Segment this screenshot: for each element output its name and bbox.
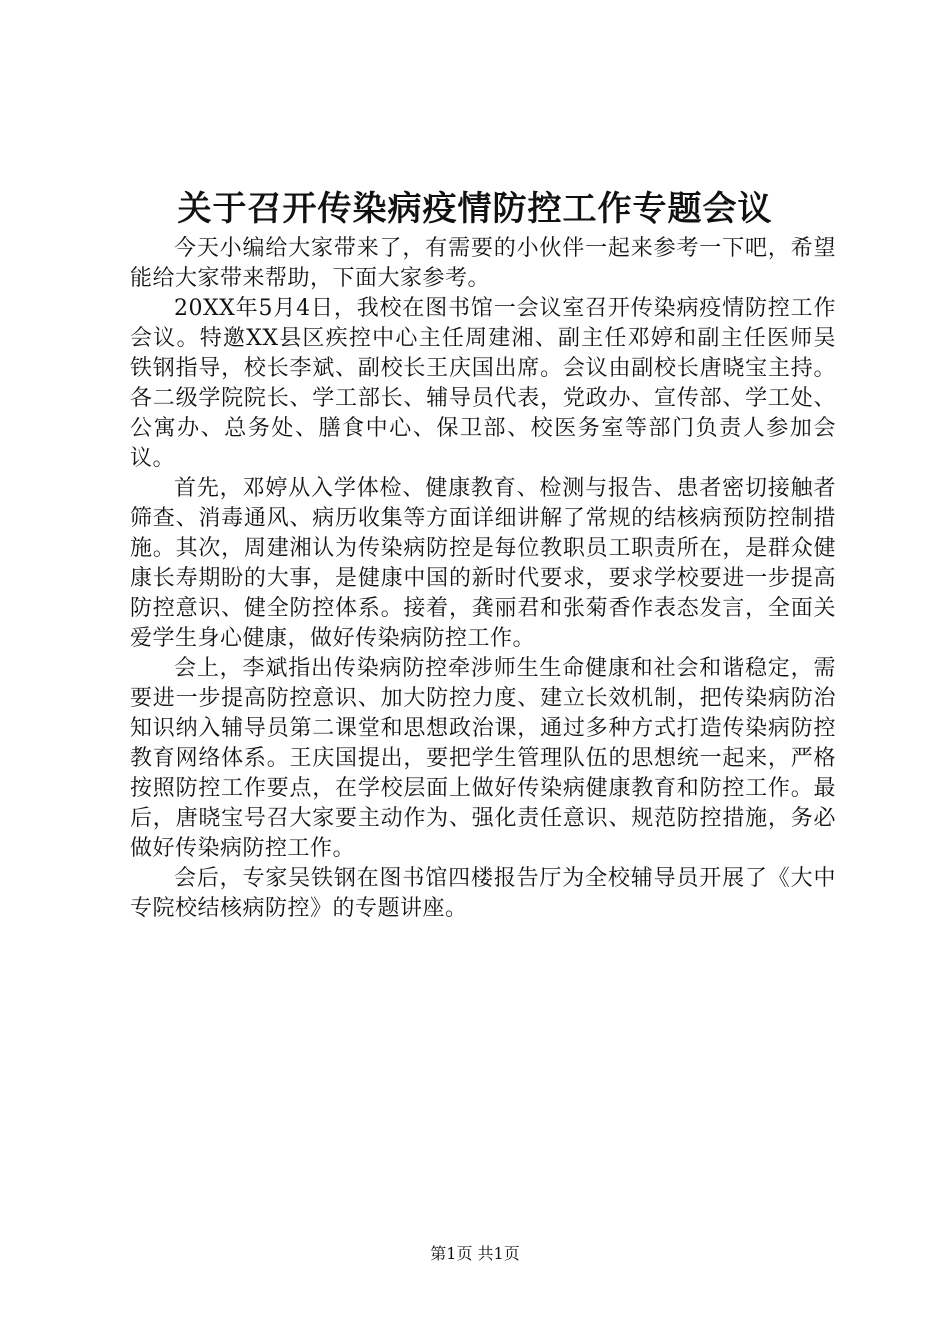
paragraph-meeting-overview: 20XX年5月4日，我校在图书馆一会议室召开传染病疫情防控工作会议。特邀XX县区疾控中心主任周建湘、副主任邓婷和副主任医师吴铁钢指导，校长李斌、副校长王庆国出席。会议由副校长唐晓宝主持。各二级学院院长、学工部长、辅导员代表，党政办、宣传部、学工处、公寓办、总务处、膳食中心、保卫部、校医务室等部门负责人参加会议。 xyxy=(130,296,836,471)
paragraph-intro: 今天小编给大家带来了，有需要的小伙伴一起来参考一下吧，希望能给大家带来帮助，下面大家参考。 xyxy=(130,236,836,291)
document-title: 关于召开传染病疫情防控工作专题会议 xyxy=(177,189,773,229)
paragraph-after-meeting: 会后，专家吴铁钢在图书馆四楼报告厅为全校辅导员开展了《大中专院校结核病防控》的专题讲座。 xyxy=(130,866,836,921)
page-number-footer: 第1页 共1页 xyxy=(430,1244,520,1263)
document-body xyxy=(130,234,836,924)
paragraph-leadership-remarks: 会上，李斌指出传染病防控牵涉师生生命健康和社会和谐稳定，需要进一步提高防控意识、加大防控力度、建立长效机制，把传染病防治知识纳入辅导员第二课堂和思想政治课，通过多种方式打造传染病防控教育网络体系。王庆国提出，要把学生管理队伍的思想统一起来，严格按照防控工作要点，在学校层面上做好传染病健康教育和防控工作。最后，唐晓宝号召大家要主动作为、强化责任意识、规范防控措施，务必做好传染病防控工作。 xyxy=(130,656,836,861)
paragraph-expert-remarks: 首先，邓婷从入学体检、健康教育、检测与报告、患者密切接触者筛查、消毒通风、病历收集等方面详细讲解了常规的结核病预防控制措施。其次，周建湘认为传染病防控是每位教职员工职责所在，是群众健康长寿期盼的大事，是健康中国的新时代要求，要求学校要进一步提高防控意识、健全防控体系。接着，龚丽君和张菊香作表态发言，全面关爱学生身心健康，做好传染病防控工作。 xyxy=(130,476,836,651)
